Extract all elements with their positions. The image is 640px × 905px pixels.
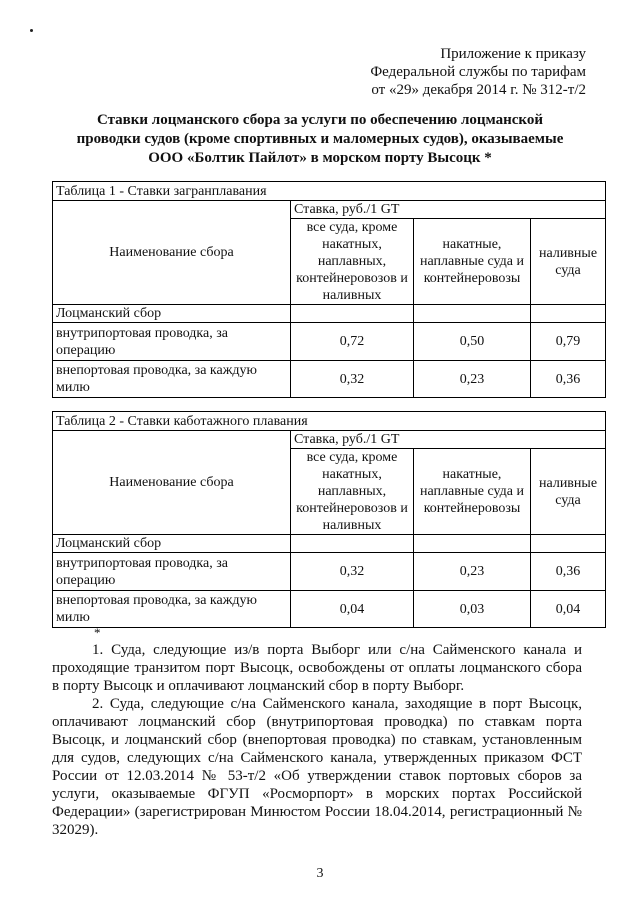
header-line-2: Федеральной службы по тарифам xyxy=(370,64,586,80)
rate-value: 0,72 xyxy=(291,323,414,361)
table-row xyxy=(53,361,606,398)
fee-name: внепортовая проводка, за каждую милю xyxy=(53,361,291,398)
rate-value: 0,32 xyxy=(291,361,414,398)
table-foreign-navigation-rates xyxy=(52,181,606,398)
rate-value: 0,36 xyxy=(531,361,606,398)
table-caption: Таблица 2 - Ставки каботажного плавания xyxy=(53,412,606,431)
rate-value: 0,50 xyxy=(414,323,531,361)
table-row xyxy=(53,591,606,628)
column-header-all-vessels: все суда, кроме накатных, наплавных, контейнеровозов и наливных xyxy=(291,449,414,535)
scan-speck xyxy=(30,29,33,32)
rate-value: 0,79 xyxy=(531,323,606,361)
rate-header: Ставка, руб./1 GT xyxy=(291,431,606,449)
group-row-label: Лоцманский сбор xyxy=(53,535,291,553)
fee-name: внепортовая проводка, за каждую милю xyxy=(53,591,291,628)
group-row-label: Лоцманский сбор xyxy=(53,305,291,323)
title-line-2: проводки судов (кроме спортивных и маломерных судов), оказываемые xyxy=(76,131,564,147)
column-header-roro-container: накатные, наплавные суда и контейнеровозы xyxy=(414,449,531,535)
rate-value: 0,23 xyxy=(414,553,531,591)
title-line-1: Ставки лоцманского сбора за услуги по обеспечению лоцманской xyxy=(96,112,544,128)
fee-name-header: Наименование сбора xyxy=(53,431,291,535)
page-number: 3 xyxy=(316,866,324,881)
rate-value: 0,03 xyxy=(414,591,531,628)
table-coastal-navigation-rates xyxy=(52,411,606,628)
note-paragraph: 1. Суда, следующие из/в порта Выборг или с/на Сайменского канала и проходящие транзитом порт Высоцк, освобождены от оплаты лоцманского сбора в порту Высоцк и оплачивают лоцманский сбор в порту Выборг. xyxy=(52,642,582,694)
table-caption: Таблица 1 - Ставки загранплавания xyxy=(53,182,606,201)
order-annex-header xyxy=(370,45,586,99)
rate-value: 0,23 xyxy=(414,361,531,398)
footnote-mark: * xyxy=(94,625,101,640)
column-header-all-vessels: все суда, кроме накатных, наплавных, контейнеровозов и наливных xyxy=(291,219,414,305)
fee-name: внутрипортовая проводка, за операцию xyxy=(53,553,291,591)
document-title xyxy=(60,111,580,168)
header-line-3: от «29» декабря 2014 г. № 312-т/2 xyxy=(371,82,586,98)
rate-value: 0,04 xyxy=(291,591,414,628)
title-line-3: ООО «Болтик Пайлот» в морском порту Высоцк * xyxy=(148,150,492,166)
table-row xyxy=(53,553,606,591)
rate-header: Ставка, руб./1 GT xyxy=(291,201,606,219)
header-line-1: Приложение к приказу xyxy=(440,46,586,62)
fee-name-header: Наименование сбора xyxy=(53,201,291,305)
column-header-roro-container: накатные, наплавные суда и контейнеровозы xyxy=(414,219,531,305)
column-header-tankers: наливные суда xyxy=(531,219,606,305)
fee-name: внутрипортовая проводка, за операцию xyxy=(53,323,291,361)
footnote-notes xyxy=(52,641,582,839)
column-header-tankers: наливные суда xyxy=(531,449,606,535)
table-row xyxy=(53,323,606,361)
rate-value: 0,32 xyxy=(291,553,414,591)
note-paragraph: 2. Суда, следующие с/на Сайменского канала, заходящие в порт Высоцк, оплачивают лоцманский сбор (внутрипортовая проводка) по ставкам порта Высоцк, и лоцманский сбор (внепортовая проводка) по ставкам, установленным для судов, следующих с/на Сайменского канала, утвержденных приказом ФСТ России от 12.03.2014 № 53-т/2 «Об утверждении ставок портовых сборов за услуги, оказываемые ФГУП «Росморпорт» в морских портах Российской Федерации» (зарегистрирован Минюстом России 18.04.2014, регистрационный № 32029). xyxy=(52,696,582,838)
rate-value: 0,04 xyxy=(531,591,606,628)
rate-value: 0,36 xyxy=(531,553,606,591)
